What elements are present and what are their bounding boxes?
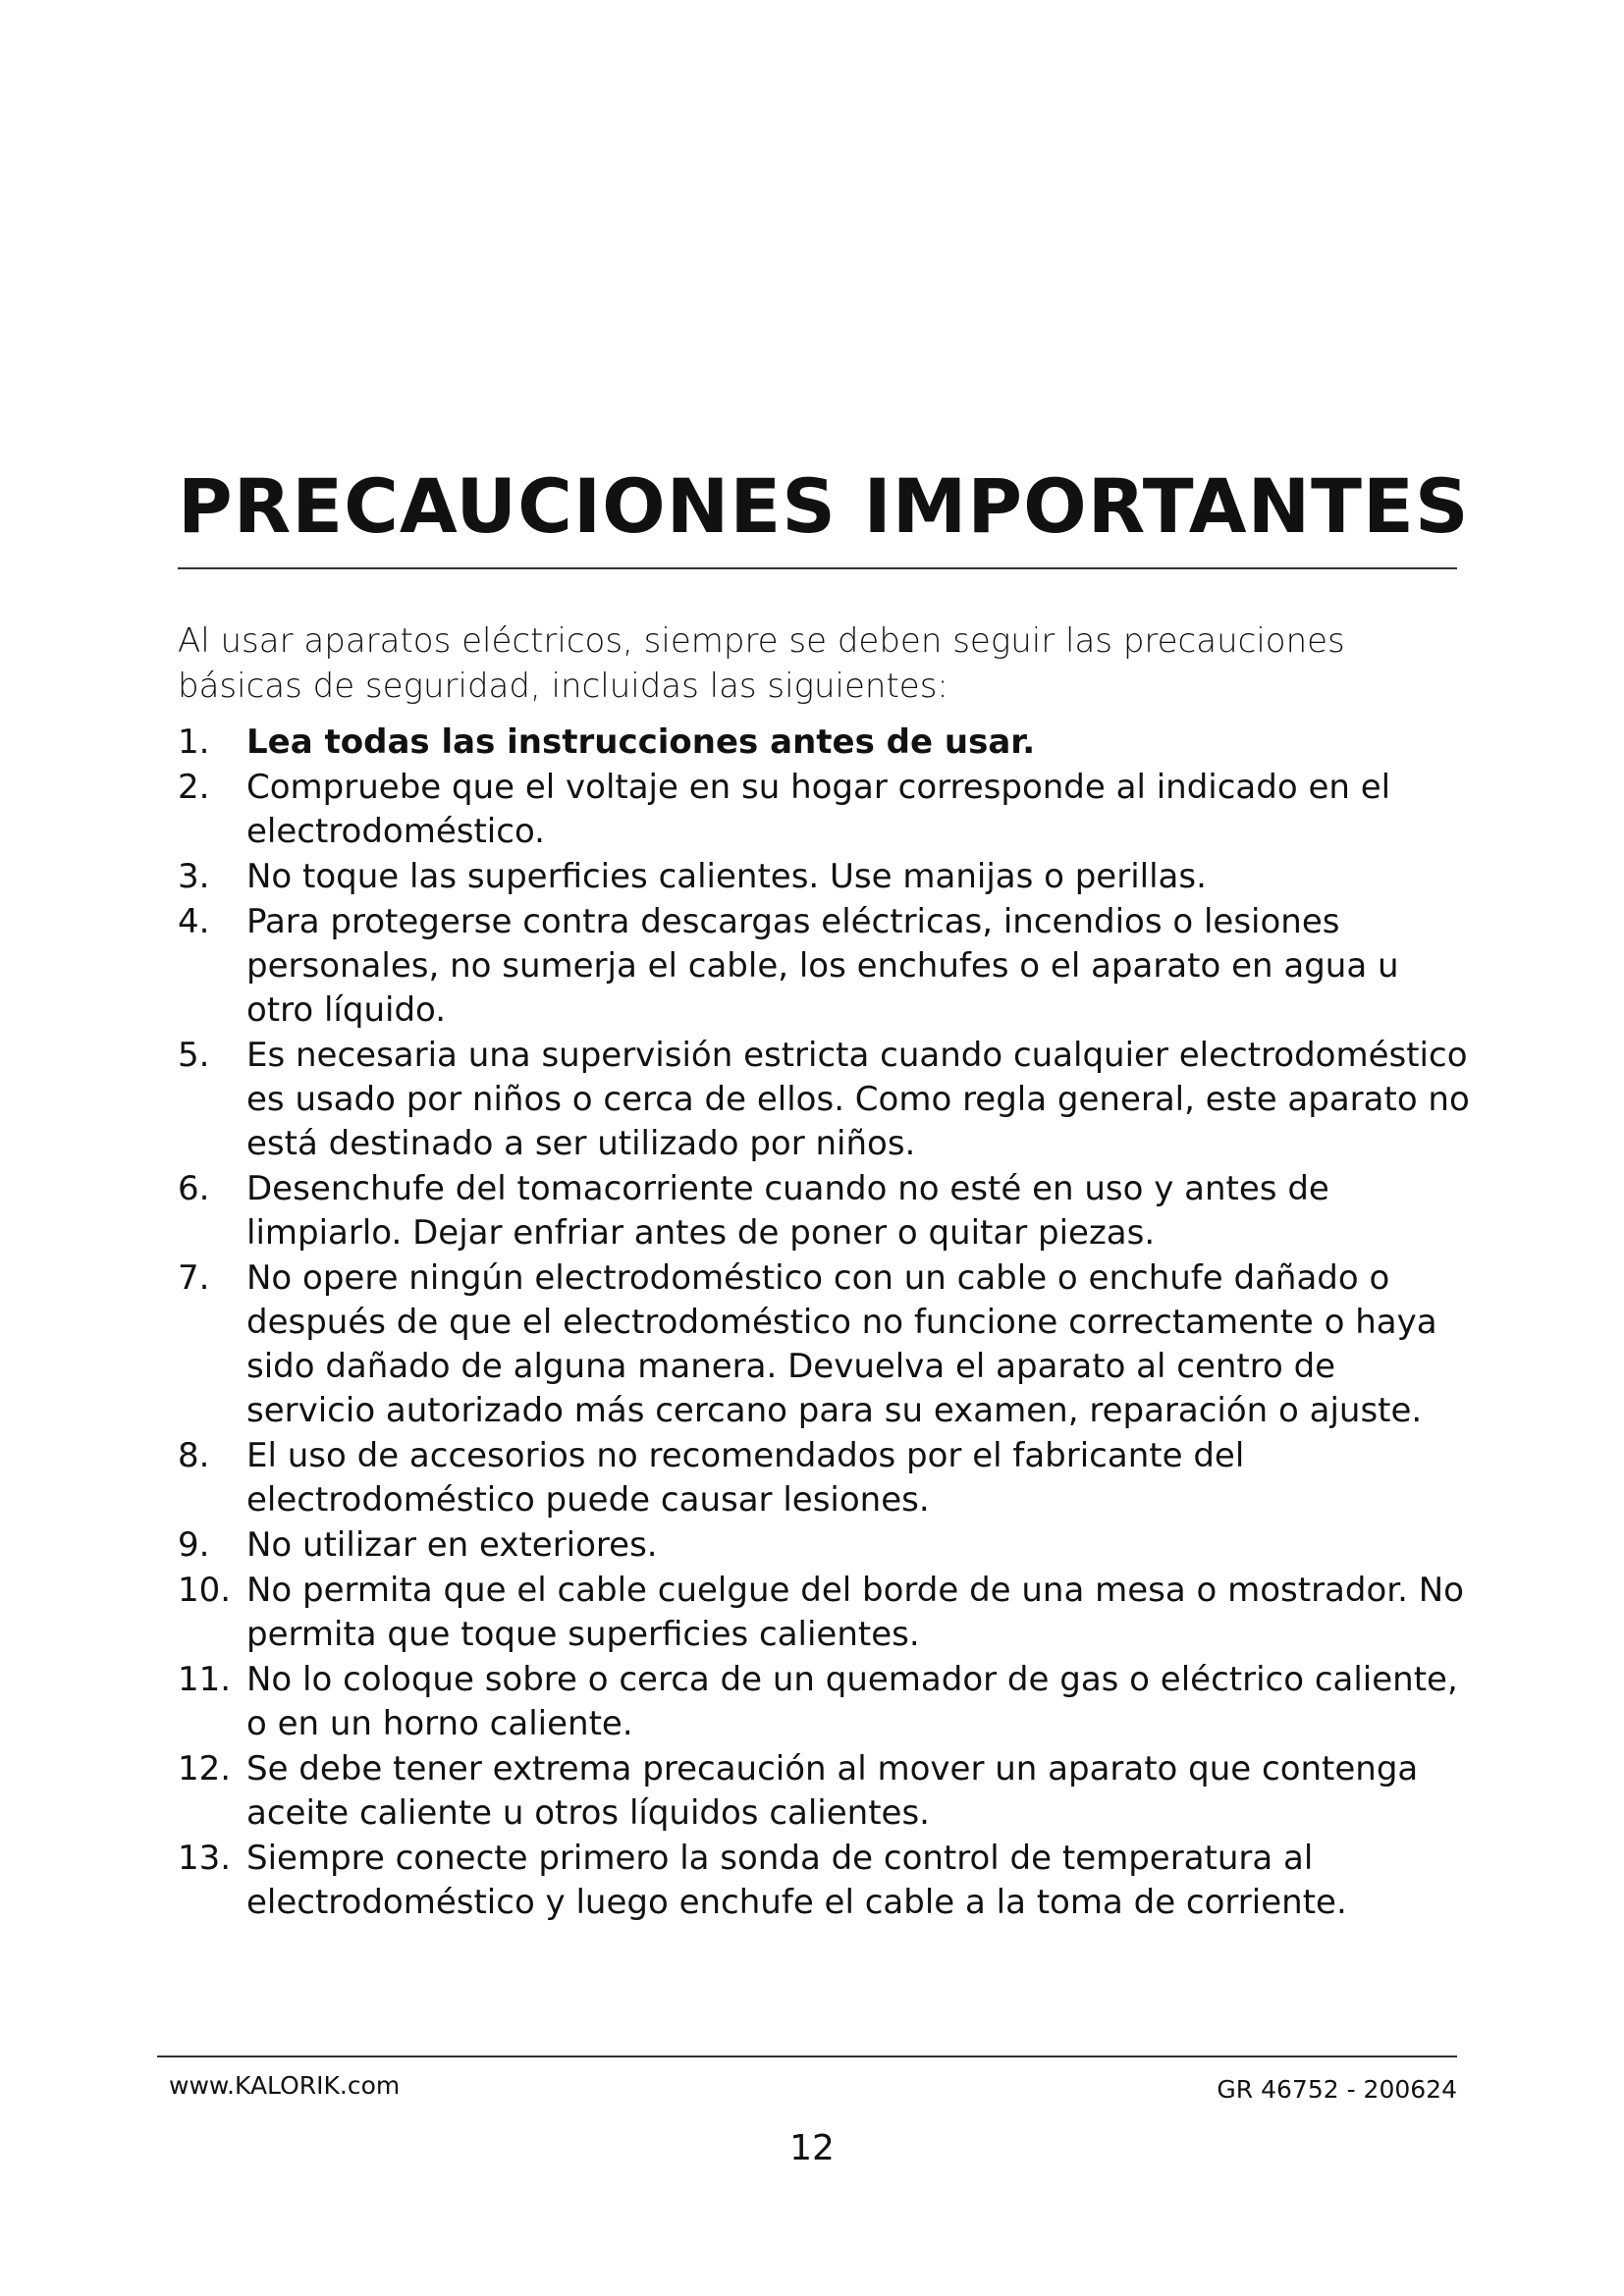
item-text: No utilizar en exteriores. [246,1525,658,1565]
item-number: 7. [178,1258,210,1298]
item-number: 10. [178,1571,232,1610]
footer-divider [157,2056,1457,2057]
list-item [178,1167,1474,1255]
item-number: 13. [178,1839,232,1878]
list-item [178,900,1474,1033]
item-number: 4. [178,902,210,941]
list-item [178,766,1474,854]
item-text: Para protegerse contra descargas eléctricas, incendios o lesiones personales, no sumerja el cable, los enchufes o el aparato en agua u otro líquido. [246,902,1399,1030]
list-item [178,1837,1474,1925]
item-number: 5. [178,1036,210,1075]
list-item [178,1434,1474,1522]
list-item [178,1658,1474,1746]
footer-website: www.KALORIK.com [169,2071,401,2100]
item-number: 1. [178,722,210,762]
item-text: No lo coloque sobre o cerca de un quemador de gas o eléctrico caliente, o en un horno caliente. [246,1660,1458,1743]
item-number: 9. [178,1525,210,1565]
footer-model-code: GR 46752 - 200624 [1217,2075,1457,2104]
item-text: No permita que el cable cuelgue del borde de una mesa o mostrador. No permita que toque superficies calientes. [246,1571,1464,1654]
item-number: 12. [178,1749,232,1789]
item-text: Compruebe que el voltaje en su hogar corresponde al indicado en el electrodoméstico. [246,768,1391,851]
list-item [178,721,1474,765]
intro-paragraph: Al usar aparatos eléctricos, siempre se deben seguir las precauciones básicas de seguridad, incluidas las siguientes: [178,621,1345,706]
item-number: 2. [178,768,210,807]
list-item [178,1569,1474,1657]
item-text: El uso de accesorios no recomendados por el fabricante del electrodoméstico puede causar lesiones. [246,1436,1245,1520]
item-text: No opere ningún electrodoméstico con un cable o enchufe dañado o después de que el electrodoméstico no funcione correctamente o haya sido dañado de alguna manera. Devuelva el aparato al centro de servicio autorizado más cercano para su examen, reparación o ajuste. [246,1258,1437,1430]
item-text: No toque las superficies calientes. Use manijas o perillas. [246,857,1207,896]
item-number: 3. [178,857,210,896]
item-text: Es necesaria una supervisión estricta cuando cualquier electrodoméstico es usado por niños o cerca de ellos. Como regla general, este aparato no está destinado a ser utilizado por niños. [246,1036,1470,1163]
page-title: PRECAUCIONES IMPORTANTES [178,462,1470,550]
list-item [178,1034,1474,1166]
item-number: 11. [178,1660,232,1699]
precautions-list [178,721,1474,1926]
item-text: Se debe tener extrema precaución al mover un aparato que contenga aceite caliente u otros líquidos calientes. [246,1749,1419,1833]
list-item [178,1747,1474,1836]
title-divider [178,567,1457,569]
list-item [178,855,1474,899]
item-number: 8. [178,1436,210,1475]
item-text: Desenchufe del tomacorriente cuando no esté en uso y antes de limpiarlo. Dejar enfriar antes de poner o quitar piezas. [246,1169,1329,1253]
item-text: Siempre conecte primero la sonda de control de temperatura al electrodoméstico y luego enchufe el cable a la toma de corriente. [246,1839,1347,1922]
list-item [178,1523,1474,1568]
item-number: 6. [178,1169,210,1208]
list-item [178,1256,1474,1433]
item-text: Lea todas las instrucciones antes de usar. [246,722,1036,762]
page-number: 12 [789,2128,835,2168]
